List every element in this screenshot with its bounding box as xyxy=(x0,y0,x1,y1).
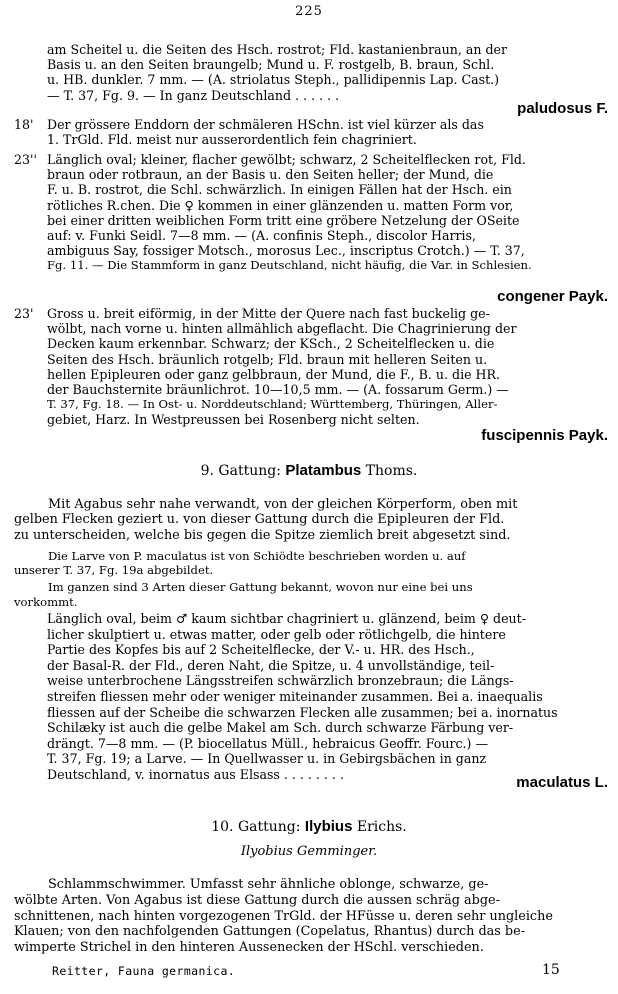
text-line: Klauen; von den nachfolgenden Gattungen (Copelatus, Rhantus) durch das be- xyxy=(14,924,526,939)
text-line: Schilæky ist auch die gelbe Makel am Sch. durch schwarze Färbung ver- xyxy=(47,720,514,736)
text-line: wimperte Strichel in den hinteren Aussenecken der HSchl. verschieden. xyxy=(14,939,484,955)
text-line: vorkommt. xyxy=(14,595,78,609)
key-number-23a: 23'' xyxy=(14,152,37,167)
genus-intro-cont xyxy=(14,512,608,543)
text-line: Die Larve von P. maculatus ist von Schiödte beschrieben worden u. auf xyxy=(48,549,466,563)
text-line: Seiten des Hsch. bräunlich rotgelb; Fld. braun mit helleren Seiten u. xyxy=(47,351,488,367)
key-number-18: 18' xyxy=(14,117,34,132)
text-line: 1. TrGld. Fld. meist nur ausserordentlich fein chagriniert. xyxy=(47,132,417,148)
text-line: schnittenen, nach hinten vorgezogenen TrGld. der HFüsse u. deren sehr ungleiche xyxy=(14,908,553,924)
genus-name: Ilybius xyxy=(304,818,353,835)
text-line: der Basal-R. der Fld., deren Naht, die Spitze, u. 4 unvollständige, teil- xyxy=(47,657,495,673)
genus-synonym: Ilyobius Gemminger. xyxy=(240,844,378,859)
species-name-congener: congener Payk. xyxy=(497,288,608,305)
text-line: gelben Flecken geziert u. von dieser Gattung durch die Epipleuren der Fld. xyxy=(14,512,505,527)
genus-prefix: 10. Gattung: xyxy=(211,819,305,835)
text-line: streifen fliessen mehr oder weniger miteinander zusammen. Bei a. inaequalis xyxy=(47,688,543,704)
genus-author: Thoms. xyxy=(361,463,418,479)
text-line: — T. 37, Fg. 9. — In ganz Deutschland . . . . . . xyxy=(47,87,340,103)
text-line: T. 37, Fg. 19; a Larve. — In Quellwasser u. in Gebirgsbächen in ganz xyxy=(47,751,487,767)
genus-name: Platambus xyxy=(285,462,362,479)
text-line: fliessen auf der Scheibe die schwarzen Flecken alle zusammen; bei a. inornatus xyxy=(47,704,558,720)
text-line: licher skulptiert u. etwas matter, oder gelb oder rötlichgelb, die hintere xyxy=(47,626,506,642)
genus-author: Erichs. xyxy=(352,819,407,835)
congener-entry xyxy=(47,152,612,274)
text-line: wölbte Arten. Von Agabus ist diese Gattung durch die aussen schräg abge- xyxy=(14,893,500,908)
text-line: Der grössere Enddorn der schmäleren HSchn. ist viel kürzer als das xyxy=(47,117,484,132)
genus-heading-platambus xyxy=(0,462,618,479)
footer-signature-number: 15 xyxy=(542,962,560,978)
text-line: Mit Agabus sehr nahe verwandt, von der gleichen Körperform, oben mit xyxy=(48,497,518,512)
page-number: 225 xyxy=(295,4,323,19)
text-line: F. u. B. rostrot, die Schl. schwärzlich. In einigen Fällen hat der Hsch. ein xyxy=(47,182,512,198)
maculatus-entry xyxy=(47,611,608,783)
key-18-text xyxy=(47,117,612,147)
larva-cont xyxy=(14,563,608,579)
species-count-cont xyxy=(14,595,608,611)
species-name-fuscipennis: fuscipennis Payk. xyxy=(481,427,608,444)
text-line: zu unterscheiden, welche bis gegen die Spitze ziemlich breit abgesetzt sind. xyxy=(14,527,511,543)
text-line: braun oder rotbraun, an der Basis u. den Seiten heller; der Mund, die xyxy=(47,167,494,183)
text-line: hellen Epipleuren oder ganz gelbbraun, der Mund, die F., B. u. die HR. xyxy=(47,366,501,382)
ilybius-paragraph xyxy=(14,877,608,893)
text-line: bei einer dritten weiblichen Form tritt eine gröbere Netzelung der OSeite xyxy=(47,212,520,228)
text-line: wölbt, nach vorne u. hinten allmählich abgeflacht. Die Chagrinierung der xyxy=(47,321,517,337)
text-line: ambiguus Say, fossiger Motsch., morosus Lec., inscriptus Crotch.) — T. 37, xyxy=(47,243,525,259)
text-line: rötliches R.chen. Die ♀ kommen in einer glänzenden u. matten Form vor, xyxy=(47,197,514,213)
text-line: Fg. 11. — Die Stammform in ganz Deutschland, nicht häufig, die Var. in Schlesien. xyxy=(47,258,532,273)
text-line: auf: v. Funki Seidl. 7—8 mm. — (A. confinis Steph., discolor Harris, xyxy=(47,228,477,244)
text-line: Decken kaum erkennbar. Schwarz; der KSch., 2 Scheitelflecken u. die xyxy=(47,336,495,352)
genus-heading-ilybius xyxy=(0,818,618,835)
species-name-maculatus: maculatus L. xyxy=(516,774,608,791)
paludosus-entry xyxy=(47,42,612,103)
text-line: Schlammschwimmer. Umfasst sehr ähnliche oblonge, schwarze, ge- xyxy=(48,877,489,892)
species-name-paludosus: paludosus F. xyxy=(517,100,608,117)
text-line: weise unterbrochene Längsstreifen schwärzlich bronzebraun; die Längs- xyxy=(47,673,514,689)
text-line: drängt. 7—8 mm. — (P. biocellatus Müll., hebraicus Geoffr. Fourc.) — xyxy=(47,735,489,751)
text-line: Im ganzen sind 3 Arten dieser Gattung bekannt, wovon nur eine bei uns xyxy=(48,580,473,594)
text-line: Basis u. an den Seiten braungelb; Mund u. F. rostgelb, B. braun, Schl. xyxy=(47,57,495,73)
genus-prefix: 9. Gattung: xyxy=(200,463,286,479)
text-line: Gross u. breit eiförmig, in der Mitte der Quere nach fast buckelig ge- xyxy=(47,306,490,321)
text-line: unserer T. 37, Fg. 19a abgebildet. xyxy=(14,563,214,577)
fuscipennis-entry xyxy=(47,306,612,428)
text-line: am Scheitel u. die Seiten des Hsch. rostrot; Fld. kastanienbraun, an der xyxy=(47,42,507,57)
text-line: gebiet, Harz. In Westpreussen bei Rosenberg nicht selten. xyxy=(47,412,420,428)
ilybius-paragraph-cont xyxy=(14,893,608,955)
species-count-paragraph xyxy=(14,580,608,596)
text-line: Länglich oval, beim ♂ kaum sichtbar chagriniert u. glänzend, beim ♀ deut- xyxy=(47,611,526,626)
text-line: u. HB. dunkler. 7 mm. — (A. striolatus Steph., pallidipennis Lap. Cast.) xyxy=(47,72,500,88)
text-line: T. 37, Fg. 18. — In Ost- u. Norddeutschland; Württemberg, Thüringen, Aller- xyxy=(47,397,498,412)
genus-intro-paragraph xyxy=(14,497,608,513)
footer-book-title: Reitter, Fauna germanica. xyxy=(52,964,236,978)
text-line: Länglich oval; kleiner, flacher gewölbt; schwarz, 2 Scheitelflecken rot, Fld. xyxy=(47,152,526,167)
text-line: der Bauchsternite bräunlichrot. 10—10,5 mm. — (A. fossarum Germ.) — xyxy=(47,382,509,398)
text-line: Deutschland, v. inornatus aus Elsass . . . . . . . . xyxy=(47,766,344,782)
text-line: Partie des Kopfes bis auf 2 Scheitelflecke, der V.- u. HR. des Hsch., xyxy=(47,642,475,658)
key-number-23b: 23' xyxy=(14,306,34,321)
